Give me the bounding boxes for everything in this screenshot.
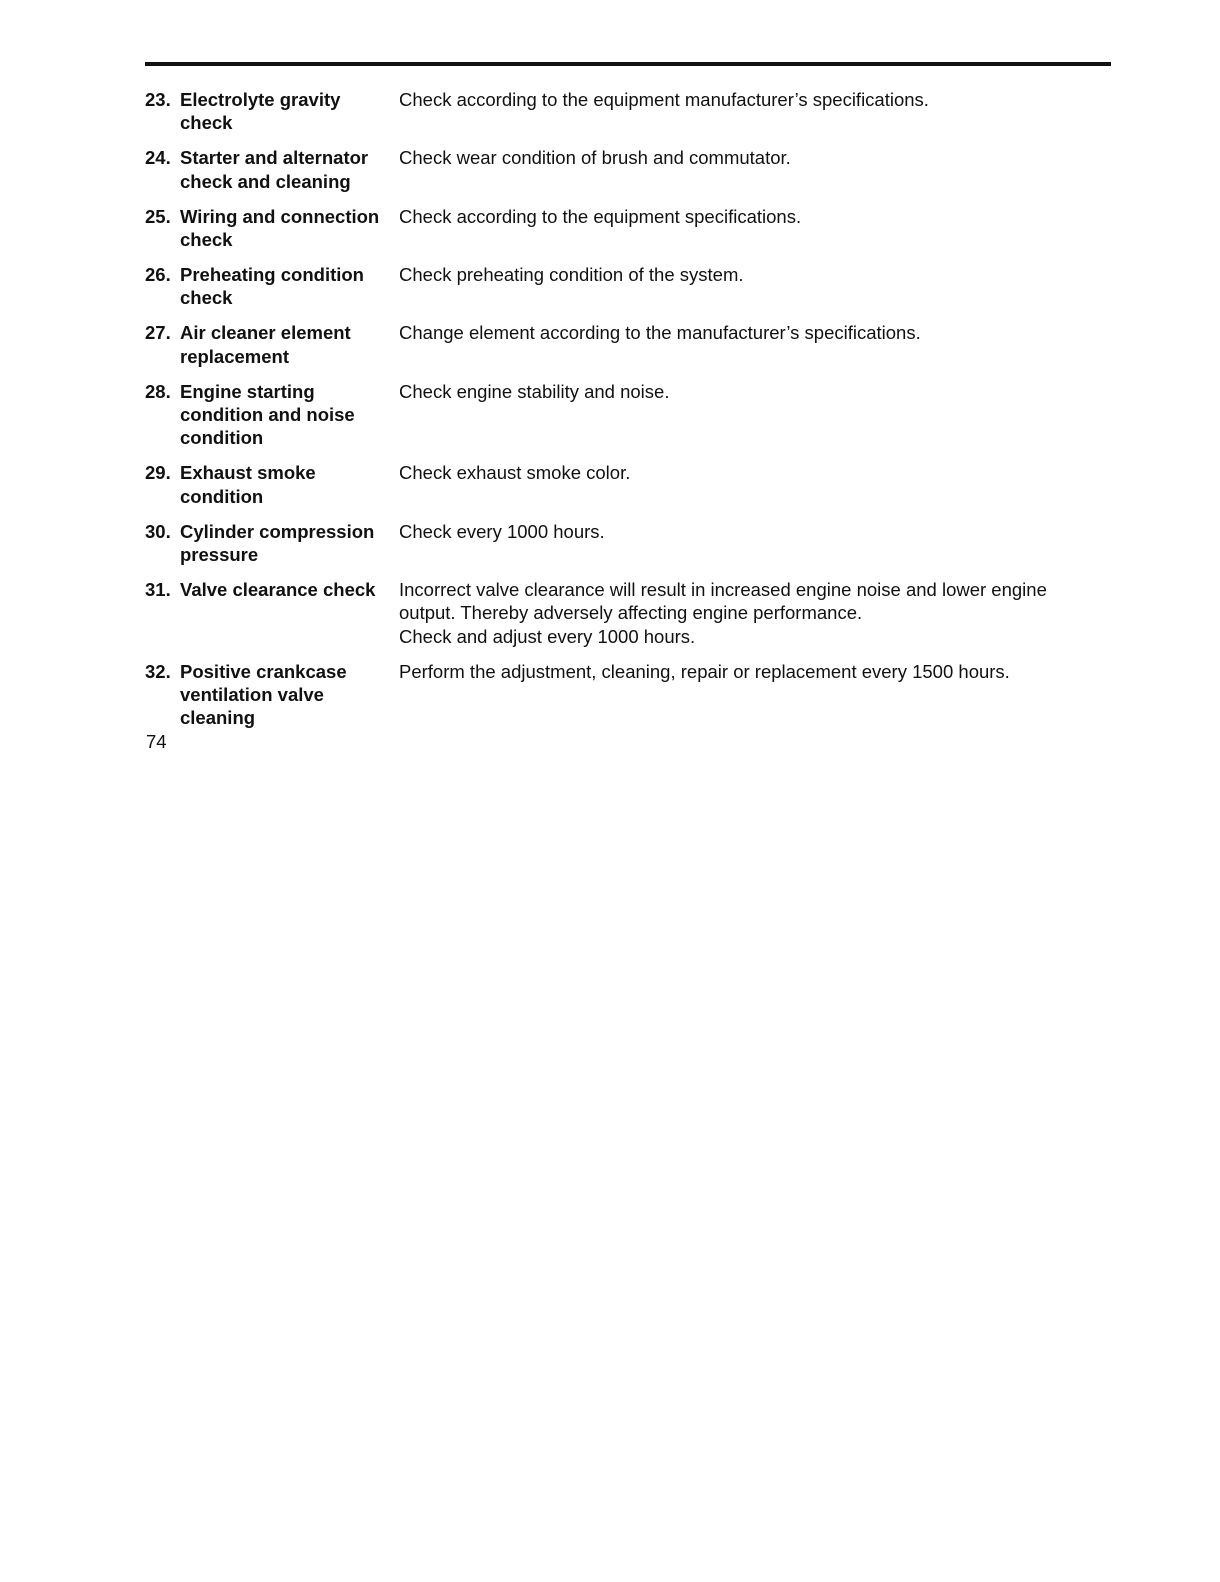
item-title: Starter and alternator check and cleaning xyxy=(180,147,369,192)
item-title: Engine starting condition and noise condition xyxy=(180,380,355,449)
item-description: Check according to the equipment specifications. xyxy=(399,205,802,227)
item-description: Incorrect valve clearance will result in increased engine noise and lower engine output. Thereby adversely affecting engine performance. Check and adjust every 1000 hours. xyxy=(399,578,1047,647)
item-heading xyxy=(145,660,399,730)
maintenance-item xyxy=(145,263,1111,310)
maintenance-item xyxy=(145,321,1111,368)
item-heading xyxy=(145,146,399,193)
item-number: 25. xyxy=(145,205,171,227)
item-description: Check engine stability and noise. xyxy=(399,380,670,402)
maintenance-item xyxy=(145,88,1111,135)
page-number: 74 xyxy=(146,731,167,752)
item-number: 23. xyxy=(145,89,171,110)
maintenance-item xyxy=(145,578,1111,648)
item-number: 29. xyxy=(145,462,171,484)
item-title: Positive crankcase ventilation valve cleaning xyxy=(180,660,347,729)
item-number: 30. xyxy=(145,520,171,542)
top-rule xyxy=(145,62,1111,66)
item-heading xyxy=(145,205,399,252)
item-description: Check wear condition of brush and commutator. xyxy=(399,147,791,169)
maintenance-item xyxy=(145,660,1111,730)
item-heading xyxy=(145,263,399,310)
maintenance-item-list xyxy=(145,88,1111,741)
item-description: Check preheating condition of the system. xyxy=(399,263,744,285)
item-description: Check every 1000 hours. xyxy=(399,520,605,542)
item-title: Wiring and connection check xyxy=(180,205,380,251)
item-title: Cylinder compression pressure xyxy=(180,520,375,565)
item-description: Change element according to the manufacturer’s specifications. xyxy=(399,322,921,344)
item-heading xyxy=(145,380,399,450)
item-heading xyxy=(145,520,399,567)
item-title: Valve clearance check xyxy=(180,578,376,600)
item-description: Check according to the equipment manufacturer’s specifications. xyxy=(399,89,929,110)
item-title: Exhaust smoke condition xyxy=(180,462,316,507)
item-heading xyxy=(145,461,399,508)
item-title: Air cleaner element replacement xyxy=(180,322,351,367)
item-number: 27. xyxy=(145,322,171,344)
maintenance-item xyxy=(145,146,1111,193)
item-number: 26. xyxy=(145,263,171,285)
maintenance-item xyxy=(145,520,1111,567)
item-number: 31. xyxy=(145,578,171,600)
item-heading xyxy=(145,578,399,601)
maintenance-item xyxy=(145,380,1111,450)
item-title: Electrolyte gravity check xyxy=(180,89,341,134)
item-number: 28. xyxy=(145,380,171,402)
maintenance-item xyxy=(145,205,1111,252)
item-title: Preheating condition check xyxy=(180,263,364,309)
item-heading xyxy=(145,321,399,368)
item-description: Perform the adjustment, cleaning, repair or replacement every 1500 hours. xyxy=(399,660,1010,682)
item-heading xyxy=(145,88,399,135)
item-number: 32. xyxy=(145,660,171,682)
maintenance-item xyxy=(145,461,1111,508)
item-description: Check exhaust smoke color. xyxy=(399,462,631,484)
item-number: 24. xyxy=(145,147,171,169)
